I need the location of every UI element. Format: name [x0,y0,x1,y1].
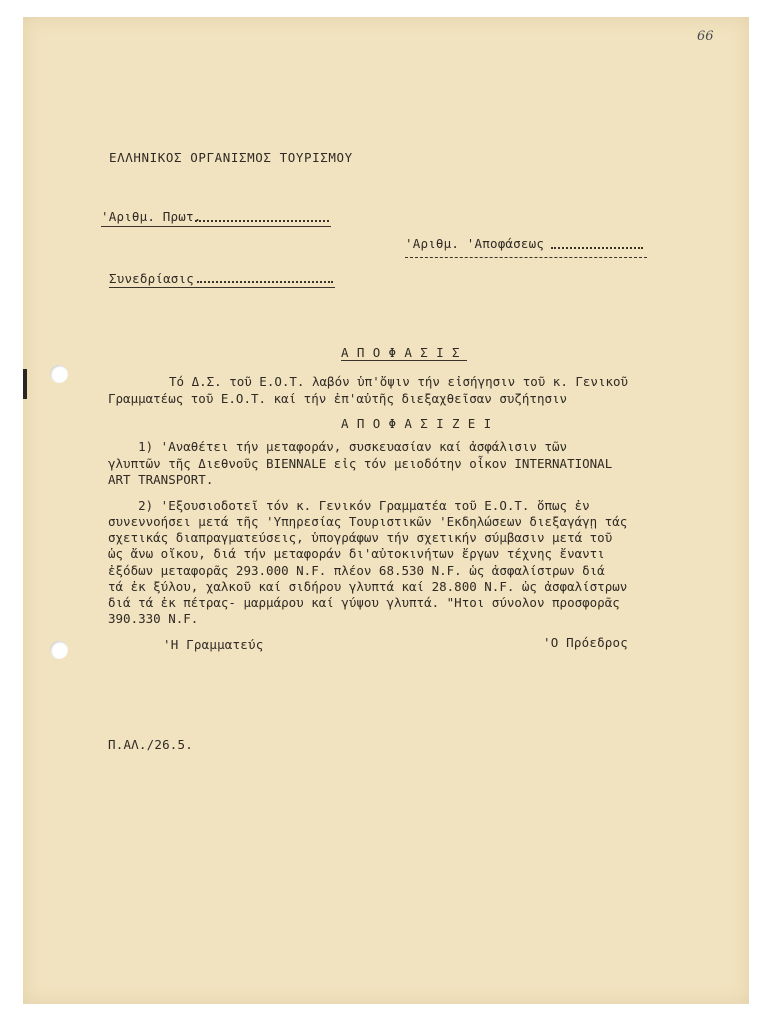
protocol-number-label: 'Αριθμ. Πρωτ. [101,209,202,224]
item2-line: 2) 'Εξουσιοδοτεῖ τόν κ. Γενικόν Γραμματέα τοῦ Ε.Ο.Τ. ὅπως ἐν [108,498,590,513]
item1-line: ART TRANSPORT. [108,472,214,487]
secretary-signature: 'Η Γραμματεύς [163,637,264,652]
item1-line: γλυπτῶν τῆς Διεθνοῦς BIENNALE εἰς τόν μειοδότην οἶκον INTERNATIONAL [108,456,613,471]
page-number: 66 [697,29,714,44]
session-label: Συνεδρίασις [109,271,194,286]
item2-line: σχετικάς διαπραγματεύσεις, ὑπογράφων τήν σχετικήν σύμβασιν μετά τοῦ [108,530,613,545]
document-page [23,17,749,1004]
protocol-number-blank [195,220,329,222]
session-underline [109,287,335,288]
binding-mark [23,369,27,399]
punch-hole-top [50,365,68,383]
item2-line: ὡς ἄνω οἴκου, διά τήν μεταφοράν δι'αὐτοκινήτων ἔργων τέχνης ἔναντι [108,546,605,561]
decision-title-underline [341,360,467,361]
organization-name: ΕΛΛΗΝΙΚΟΣ ΟΡΓΑΝΙΣΜΟΣ ΤΟΥΡΙΣΜΟΥ [109,150,353,165]
reference-code: Π.ΑΛ./26.5. [108,737,193,752]
decision-number-dash-line [405,257,647,258]
session-blank [197,281,333,283]
punch-hole-bottom [50,641,68,659]
item1-line: 1) 'Αναθέτει τήν μεταφοράν, συσκευασίαν καί ἀσφάλισιν τῶν [108,439,568,454]
item2-line: διά τά ἐκ πέτρας- μαρμάρου καί γύψου γλυπτά. "Ητοι σύνολον προσφορᾶς [108,595,620,610]
decides-heading: Α Π Ο Φ Α Σ Ι Ζ Ε Ι [341,416,492,431]
decision-number-label: 'Αριθμ. 'Αποφάσεως [405,236,545,251]
president-signature: 'Ο Πρόεδρος [543,635,628,650]
decision-number-blank [551,247,643,249]
item2-line: 390.330 Ν.F. [108,611,199,626]
intro-line: Γραμματέως τοῦ Ε.Ο.Τ. καί τήν ἐπ'αὐτῆς διεξαχθεῖσαν συζήτησιν [108,391,568,406]
item2-line: ἐξόδων μεταφορᾶς 293.000 Ν.F. πλέον 68.530 Ν.F. ὡς ἀσφαλίστρων διά [108,563,605,578]
decision-title: Α Π Ο Φ Α Σ Ι Σ [341,345,460,360]
item2-line: τά ἐκ ξύλου, χαλκοῦ καί σιδήρου γλυπτά καί 28.800 Ν.F. ὡς ἀσφαλίστρων [108,579,628,594]
intro-line: Τό Δ.Σ. τοῦ Ε.Ο.Τ. λαβόν ὑπ'ὄψιν τήν εἰσήγησιν τοῦ κ. Γενικοῦ [169,374,629,389]
protocol-underline [101,226,331,227]
item2-line: συνεννοήσει μετά τῆς 'Υπηρεσίας Τουριστικῶν 'Εκδηλώσεων διεξαγάγῃ τάς [108,514,628,529]
